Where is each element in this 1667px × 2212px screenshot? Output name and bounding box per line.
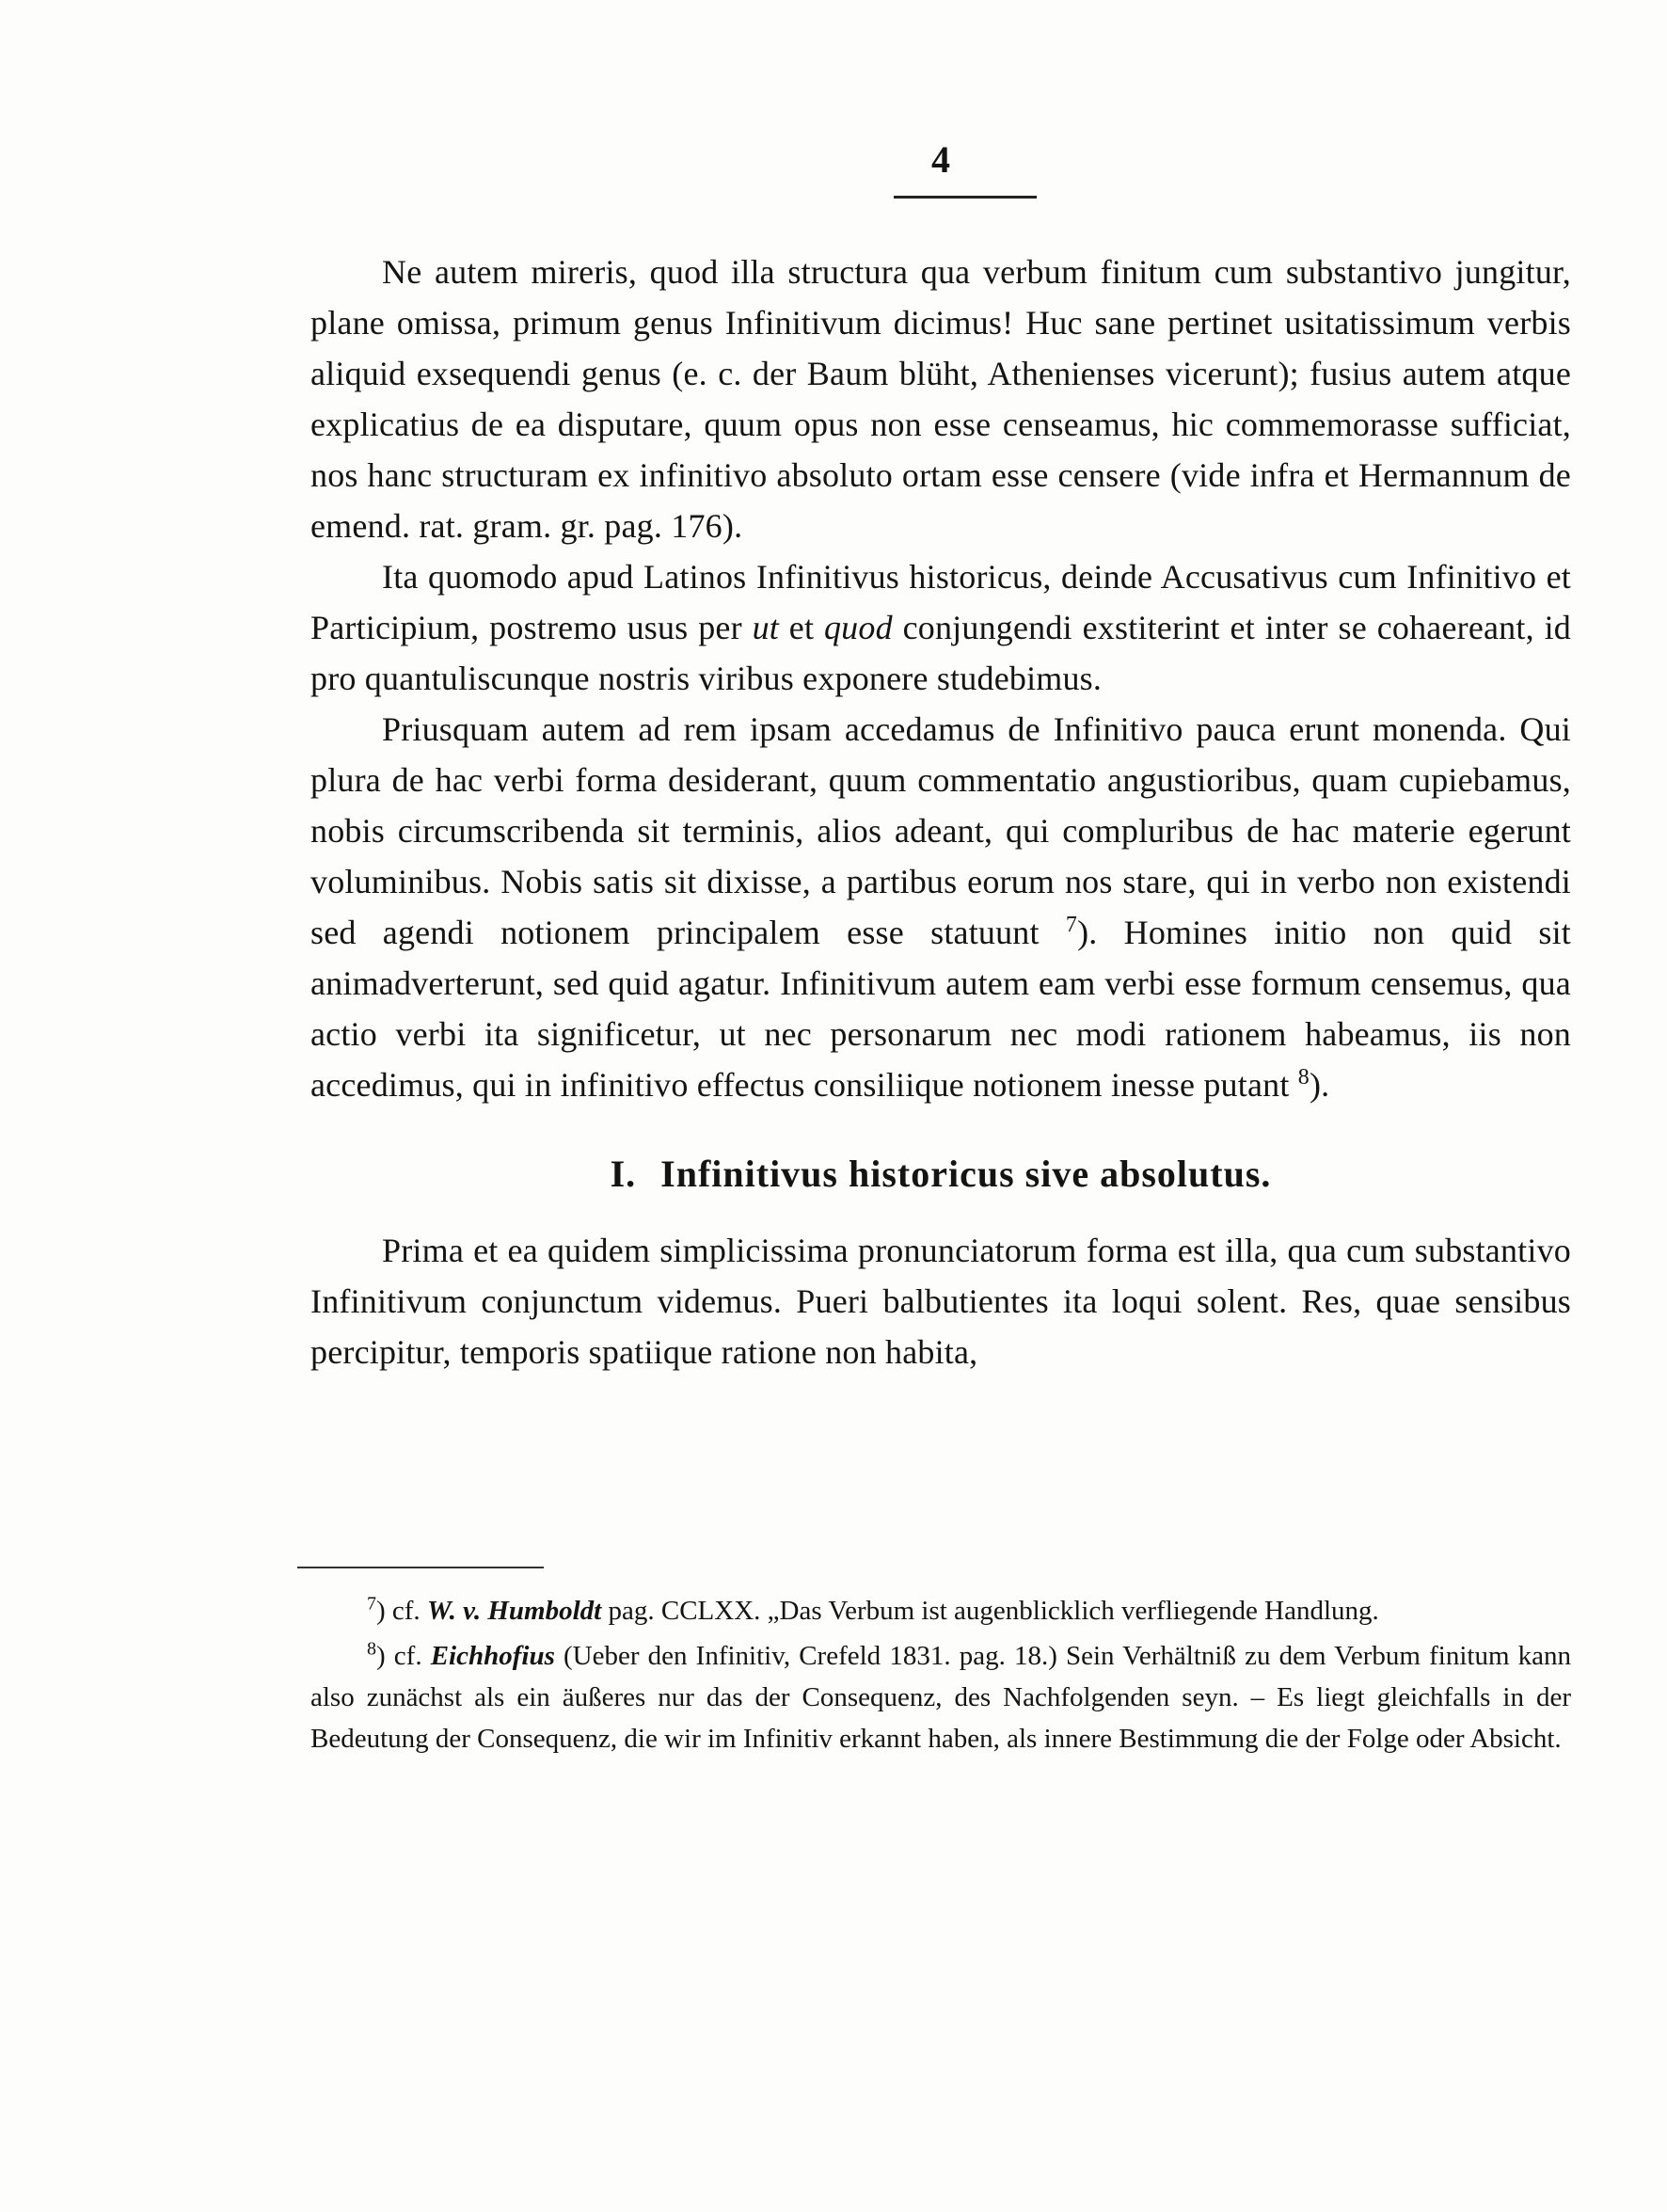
footnote-8-text: (Ueber den Infinitiv, Crefeld 1831. pag. 18.) Sein Verhältniß zu dem Verbum finitum kann also zunächst als ein äußeres nur das der Consequenz, des Nachfolgenden seyn. – Es liegt gleichfalls in der Bedeutung der Consequenz, die wir im Infinitiv erkannt haben, als innere Bestimmung die der Folge oder Absicht. xyxy=(310,1641,1572,1754)
paragraph-2-text-a: Ita quomodo apud Latinos Infinitivus historicus, deinde Accusativus cum Infinitivo et Participium, postremo usus per xyxy=(310,558,1571,646)
footnote-7 xyxy=(310,1590,1571,1631)
paragraph-3-text-b: ). Homines initio non quid sit animadverterunt, sed quid agatur. Infinitivum autem eam verbi esse formum censemus, qua actio verbi ita significetur, ut nec personarum nec modi rationem habeamus, iis non accedimus, qui in infinitivo effectus consiliique notionem inesse putant xyxy=(310,914,1571,1104)
page-number-rule xyxy=(894,196,1037,199)
footnote-7-text: pag. CCLXX. „Das Verbum ist augenblicklich verfliegende Handlung. xyxy=(601,1596,1379,1626)
section-paragraph: Prima et ea quidem simplicissima pronunciatorum forma est illa, qua cum substantivo Infinitivum conjunctum videmus. Pueri balbutientes ita loqui solent. Res, quae sensibus percipitur, temporis spatiique ratione non habita, xyxy=(310,1232,1571,1371)
paragraph-2-text-b: et xyxy=(778,609,824,646)
main-text xyxy=(310,247,1571,1377)
footnote-7-pre: ) cf. xyxy=(376,1596,427,1626)
paragraph-3-text-c: ). xyxy=(1309,1066,1330,1104)
footnote-ref-8: 8 xyxy=(1297,1065,1310,1090)
paragraph-3 xyxy=(310,704,1571,1110)
footnote-mark-7: 7 xyxy=(367,1593,376,1615)
paragraph-1: Ne autem mireris, quod illa structura qua verbum finitum cum substantivo jungitur, plane omissa, primum genus Infinitivum dicimus! Huc sane pertinet usitatissimum verbis aliquid exsequendi genus (e. c. der Baum blüht, Athenienses vicerunt); fusius autem atque explicatius de ea disputare, quum opus non esse censeamus, hic commemorasse sufficiat, nos hanc structuram ex infinitivo absoluto ortam esse censere (vide infra et Hermannum de emend. rat. gram. gr. pag. 176). xyxy=(310,253,1571,545)
footnotes xyxy=(310,1590,1571,1763)
italic-quod: quod xyxy=(823,609,893,646)
section-title: Infinitivus historicus sive absolutus. xyxy=(660,1153,1272,1195)
italic-ut: ut xyxy=(752,609,779,646)
footnote-8-pre: ) cf. xyxy=(376,1641,431,1671)
section-number: I. xyxy=(610,1153,637,1195)
paragraph-3-text-a: Priusquam autem ad rem ipsam accedamus de Infinitivo pauca erunt monenda. Qui plura de hac verbi forma desiderant, quum commentatio angustioribus, quam cupiebamus, nobis circumscribenda sit terminis, alios adeant, qui compluribus de hac materie egerunt voluminibus. Nobis satis sit dixisse, a partibus eorum nos stare, qui in verbo non existendi sed agendi notionem principalem esse statuunt xyxy=(310,710,1571,951)
footnote-7-author: W. v. Humboldt xyxy=(426,1596,602,1626)
footnote-8 xyxy=(310,1635,1571,1759)
footnote-mark-8: 8 xyxy=(367,1638,376,1660)
footnote-separator xyxy=(297,1567,544,1568)
section-heading xyxy=(310,1148,1571,1201)
footnote-8-author: Eichhofius xyxy=(430,1641,555,1671)
paragraph-2-text-c: conjungendi exstiterint et inter se cohaereant, id pro quantuliscunque nostris viribus exponere studebimus. xyxy=(310,609,1571,697)
footnote-ref-7: 7 xyxy=(1065,913,1078,937)
paragraph-2 xyxy=(310,551,1571,704)
page-number: 4 xyxy=(931,138,950,181)
